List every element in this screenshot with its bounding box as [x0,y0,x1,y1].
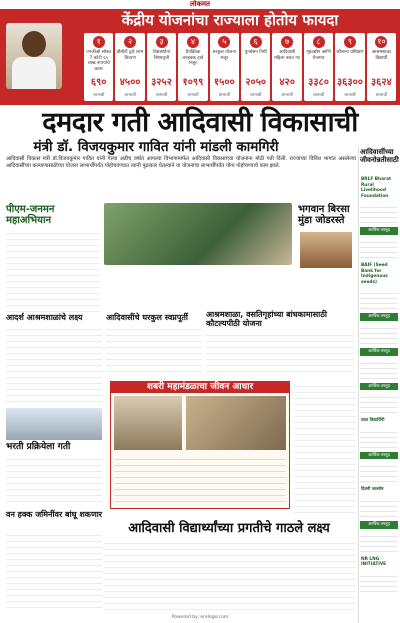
tile-caption: पुनर्वसन निधी [244,50,267,55]
event-photo [104,203,292,265]
footer: Powered by: erelego.com [171,615,229,620]
stat-tile [367,33,396,101]
stat-tile [147,33,176,101]
sidebar-text [360,572,398,594]
tile-unit: लाभार्थी [124,92,136,97]
tile-caption: कौशल्य प्रशिक्षण [336,50,364,55]
sidebar-items [360,176,398,596]
tile-number: १० [377,37,386,46]
tile-caption: गृहउद्योग आणि रोजगार [306,50,331,61]
ashramshala-text [206,330,354,376]
minister-photo [6,23,62,89]
sidebar-item: उन्नत विद्यार्थिनी [361,418,385,424]
sidebar-title: आदिवासींच्या जीवनोन्नतीसाठी [360,148,399,164]
tile-value: २०५० लाभार्थी [245,77,267,97]
tile-number: ४ [187,36,199,48]
tile-number: ३ [156,36,168,48]
tile-value: १०९९ लाभार्थी [182,77,204,97]
bharti-photo [6,408,102,440]
intro-text: आदिवासी विकास मंत्री डॉ.विजयकुमार गावित यांनी गेल्या अडीच वर्षात आपल्या विभागामार्फत आदिवासी विकासाच्या योजनांना मोठी गती दिली. राज्याच्या विविध भागांत असलेल्या आदिवासींच्या कल्याणासाठीच्या योजना लाभार्थींपर्यंत पोहोचवण्यात त्यांनी पुढाकार घेतल्याने या योजनांचा लाभार्थींपर्यंत योग्य पोहोचण्याचे काम झाले. [6,156,356,169]
tile-caption: वैयक्तिक वनहक्क दावे मंजूर [182,50,204,66]
tile-number: ७ [281,36,293,48]
tile-caption: डीबीटी द्वारे लाभ वितरण [116,50,144,61]
shabari-photo [114,396,182,450]
stat-tile [335,33,364,101]
sidebar-item: आर्थिक तरतूद [360,348,398,356]
sidebar-item: आर्थिक तरतूद [360,227,398,235]
sidebar-text [360,393,398,415]
sidebar-text [360,428,398,450]
vanhakka-text [6,530,102,610]
tile-number: ५ [218,36,230,48]
sidebar-item: आर्थिक तरतूद [360,383,398,391]
vidyarthi-text [104,538,356,610]
vidyarthi-title: आदिवासी विद्यार्थ्यांच्या प्रगतीचे गाठले लक्ष्य [128,521,330,536]
stat-tile [178,33,207,101]
sidebar-text [360,497,398,519]
tile-value: ६९० लाभार्थी [90,77,107,97]
tile-unit: लाभार्थी [281,92,293,97]
tile-number: २ [124,36,136,48]
sidebar-item: BRLF Bharat Rural Livelihood Foundation [361,177,392,199]
shabari-title: शबरी महामंडळाचा जीवन आधार [110,381,290,393]
pm-janman-title: पीएम-जनमन महाअभियान [6,204,55,226]
tile-value: ३६३०० लाभार्थी [336,77,363,97]
tile-unit: लाभार्थी [312,92,325,97]
sidebar-item: NR LNG INITIATIVE [361,556,387,568]
adarsh-text [6,324,102,404]
stat-tile [272,33,301,101]
tile-value: १५०० लाभार्थी [213,77,235,97]
tile-unit: लाभार्थी [187,92,199,97]
birsa-title: भगवान बिरसा मुंडा जोडरस्ते [298,204,350,226]
tile-value: ३६२४ लाभार्थी [370,77,392,97]
stat-tile [84,33,113,101]
tile-value: ४५०० लाभार्थी [119,77,141,97]
sidebar-item: आर्थिक तरतूद [360,313,398,321]
tile-caption: आश्रमशाळा विद्यार्थी [371,50,391,61]
tile-number: १ [93,36,105,48]
tile-unit: लाभार्थी [155,92,168,97]
masthead: लोकमत [0,0,400,9]
tile-unit: लाभार्थी [93,92,105,97]
tile-value: ४२० लाभार्थी [279,77,295,97]
sidebar-text [360,203,398,225]
tile-caption: विद्यार्थ्यांना शिष्यवृत्ती [153,50,170,61]
tile-caption: आदिवासी महिला बचत गट [274,50,301,61]
tile-unit: लाभार्थी [218,92,230,97]
tile-value: ३२५२ लाभार्थी [151,77,172,97]
banner-title: केंद्रीय योजनांचा राज्याला होतोय फायदा [121,11,339,29]
tile-unit: लाभार्थी [344,92,356,97]
tile-value: ३३८० लाभार्थी [308,77,329,97]
shabari-text [114,454,286,506]
sidebar-item: BAIF (Seed Bank for Indigenous seeds) [361,262,388,285]
sub-headline: मंत्री डॉ. विजयकुमार गावित यांनी मांडली कामगिरी [33,139,279,155]
sidebar-item: आर्थिक तरतूद [360,521,398,529]
stat-tile [115,33,144,101]
tile-number: ८ [313,36,325,48]
shabari-photo-2 [186,396,286,450]
sidebar-text [360,324,398,346]
sidebar-text [360,238,398,260]
main-headline: दमदार गती आदिवासी विकासाची [42,107,358,138]
sidebar-text [360,289,398,311]
gharkul-title: आदिवासींचे घरकुल स्वप्नपूर्ती [106,313,189,322]
sidebar-item: आर्थिक तरतूद [360,452,398,460]
stat-tile [304,33,333,101]
sidebar-item: दिल्ली जल्लोष [361,487,384,493]
bharti-title: भरती प्रक्रियेला गती [6,442,71,452]
pm-janman-text [6,228,100,312]
stat-tile [210,33,239,101]
tile-caption: एनजीओ सोबत 7 कोटी ६५ लाख रूपयांचे करार [86,50,112,72]
right-mid-text [294,381,356,513]
bharti-text [6,454,102,506]
birsa-photo [300,232,352,268]
tile-number: ६ [250,36,262,48]
tile-unit: लाभार्थी [375,92,387,97]
stat-tile [241,33,270,101]
tile-unit: लाभार्थी [250,92,262,97]
gharkul-text [106,324,202,376]
sidebar-text [360,462,398,484]
ashramshala-title: आश्रमशाळा, वसतिगृहांच्या बांधकामासाठी कौटल्यपीठी योजना [206,310,327,328]
adarsh-title: आदर्श आश्रमशाळांचे लक्ष्य [6,313,83,322]
tile-number: ९ [344,36,356,48]
stat-tiles [84,33,396,101]
sidebar-text [360,532,398,554]
vanhakka-title: वन हक्क जमिनींवर बांधू शकणार [6,510,103,519]
sidebar-text [360,359,398,381]
tile-caption: घरकुल योजना मंजूर [212,50,236,61]
